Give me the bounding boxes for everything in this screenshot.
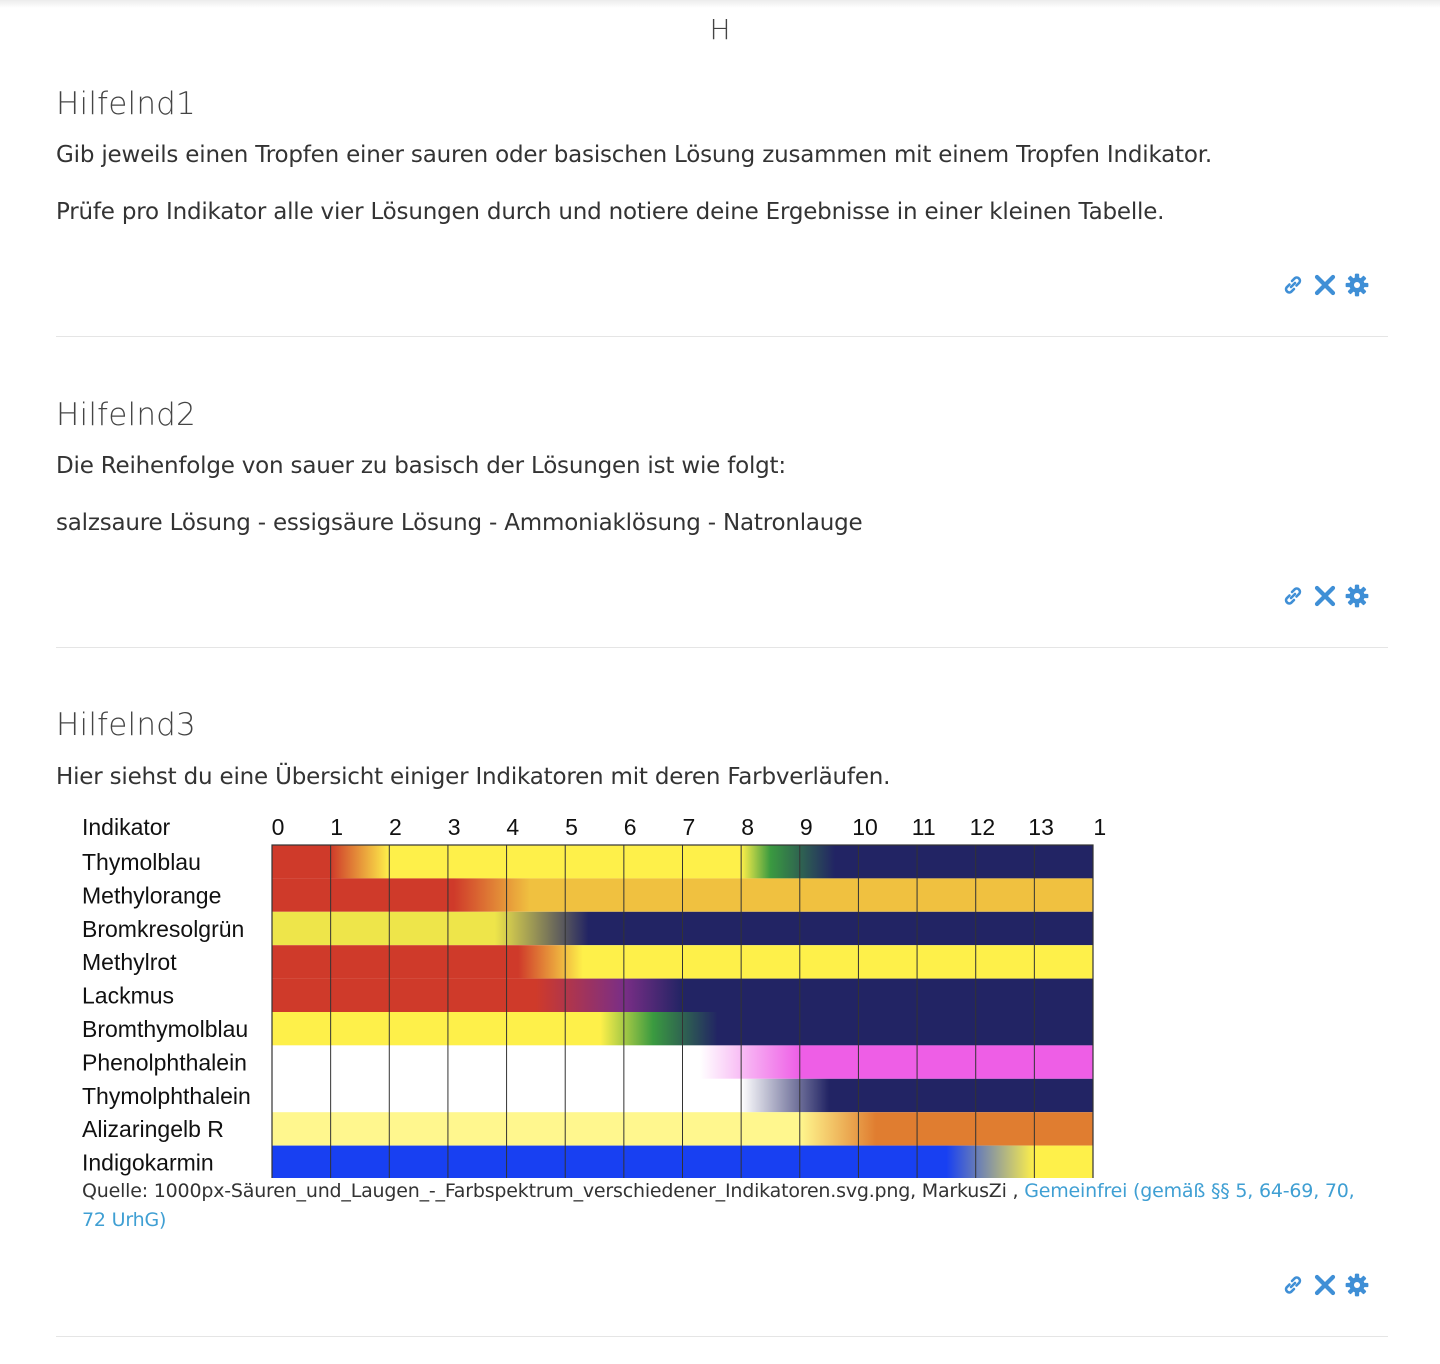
chart-header-label: Indikator — [82, 814, 171, 840]
source-text: Quelle: 1000px-Säuren_und_Laugen_-_Farbspektrum_verschiedener_Indikatoren.svg.png, MarkusZi , — [82, 1180, 1019, 1202]
link-icon — [1281, 1273, 1305, 1297]
link-icon — [1281, 584, 1305, 608]
settings-button[interactable] — [1344, 272, 1370, 298]
section-title: Hilfelnd1 — [56, 86, 196, 122]
section-title: Hilfelnd3 — [56, 707, 196, 743]
ph-tick-label: 1 — [330, 814, 344, 840]
section-actions — [1280, 272, 1370, 298]
ph-tick-label: 1 — [1093, 814, 1107, 840]
image-source — [82, 1177, 1382, 1235]
gear-icon — [1344, 272, 1370, 298]
link-button[interactable] — [1280, 1272, 1306, 1298]
indicator-name: Thymolphthalein — [82, 1082, 251, 1109]
indicator-name: Thymolblau — [82, 849, 201, 875]
link-button[interactable] — [1280, 583, 1306, 609]
ph-tick-label: 3 — [447, 814, 461, 840]
ph-tick-label: 8 — [741, 814, 754, 840]
page-title: H — [709, 13, 731, 46]
indicator-color-chart — [82, 812, 1122, 1178]
divider — [56, 647, 1388, 648]
help-section-1 — [56, 84, 1388, 227]
indicator-name: Lackmus — [82, 982, 175, 1009]
section-actions — [1280, 583, 1370, 609]
delete-button[interactable] — [1312, 583, 1338, 609]
close-icon — [1313, 1273, 1337, 1297]
section-paragraph: Die Reihenfolge von sauer zu basisch der Lösungen ist wie folgt: — [56, 453, 786, 479]
section-paragraph: Prüfe pro Indikator alle vier Lösungen durch und notiere deine Ergebnisse in einer kleinen Tabelle. — [56, 199, 1165, 225]
indicator-name: Phenolphthalein — [82, 1049, 247, 1076]
license-link[interactable]: Gemeinfrei (gemäß §§ 5, 64-69, 70, 72 UrhG) — [82, 1180, 1355, 1231]
delete-button[interactable] — [1312, 272, 1338, 298]
link-icon — [1281, 273, 1305, 297]
close-icon — [1313, 584, 1337, 608]
help-section-3 — [56, 705, 1388, 792]
settings-button[interactable] — [1344, 583, 1370, 609]
section-paragraph: Hier siehst du eine Übersicht einiger Indikatoren mit deren Farbverläufen. — [56, 764, 891, 790]
ph-tick-label: 11 — [911, 814, 936, 840]
divider — [56, 1336, 1388, 1337]
section-title: Hilfelnd2 — [56, 397, 196, 433]
close-icon — [1313, 273, 1337, 297]
indicator-name: Bromkresolgrün — [82, 915, 245, 942]
indicator-name: Methylorange — [82, 882, 222, 909]
indicator-name: Indigokarmin — [82, 1149, 214, 1176]
ph-tick-label: 13 — [1028, 814, 1054, 840]
ph-tick-label: 6 — [623, 814, 637, 840]
section-paragraph: Gib jeweils einen Tropfen einer sauren oder basischen Lösung zusammen mit einem Tropfen Indikator. — [56, 142, 1213, 168]
gear-icon — [1344, 1272, 1370, 1298]
indicator-name: Alizaringelb R — [82, 1116, 224, 1143]
ph-tick-label: 0 — [271, 814, 285, 840]
section-paragraph: salzsaure Lösung - essigsäure Lösung - Ammoniaklösung - Natronlauge — [56, 510, 863, 536]
ph-tick-label: 7 — [682, 814, 696, 840]
indicator-name: Methylrot — [82, 949, 177, 976]
gear-icon — [1344, 583, 1370, 609]
ph-tick-label: 4 — [506, 814, 520, 840]
top-shadow — [0, 0, 1440, 8]
indicator-chart — [82, 812, 1122, 1182]
settings-button[interactable] — [1344, 1272, 1370, 1298]
delete-button[interactable] — [1312, 1272, 1338, 1298]
ph-tick-label: 9 — [799, 814, 813, 840]
divider — [56, 336, 1388, 337]
ph-tick-label: 12 — [969, 814, 996, 840]
ph-tick-label: 10 — [852, 814, 878, 840]
section-actions — [1280, 1272, 1370, 1298]
ph-tick-label: 5 — [565, 814, 578, 840]
link-button[interactable] — [1280, 272, 1306, 298]
help-section-2 — [56, 395, 1388, 538]
indicator-name: Bromthymolblau — [82, 1016, 249, 1042]
ph-tick-label: 2 — [389, 814, 402, 840]
